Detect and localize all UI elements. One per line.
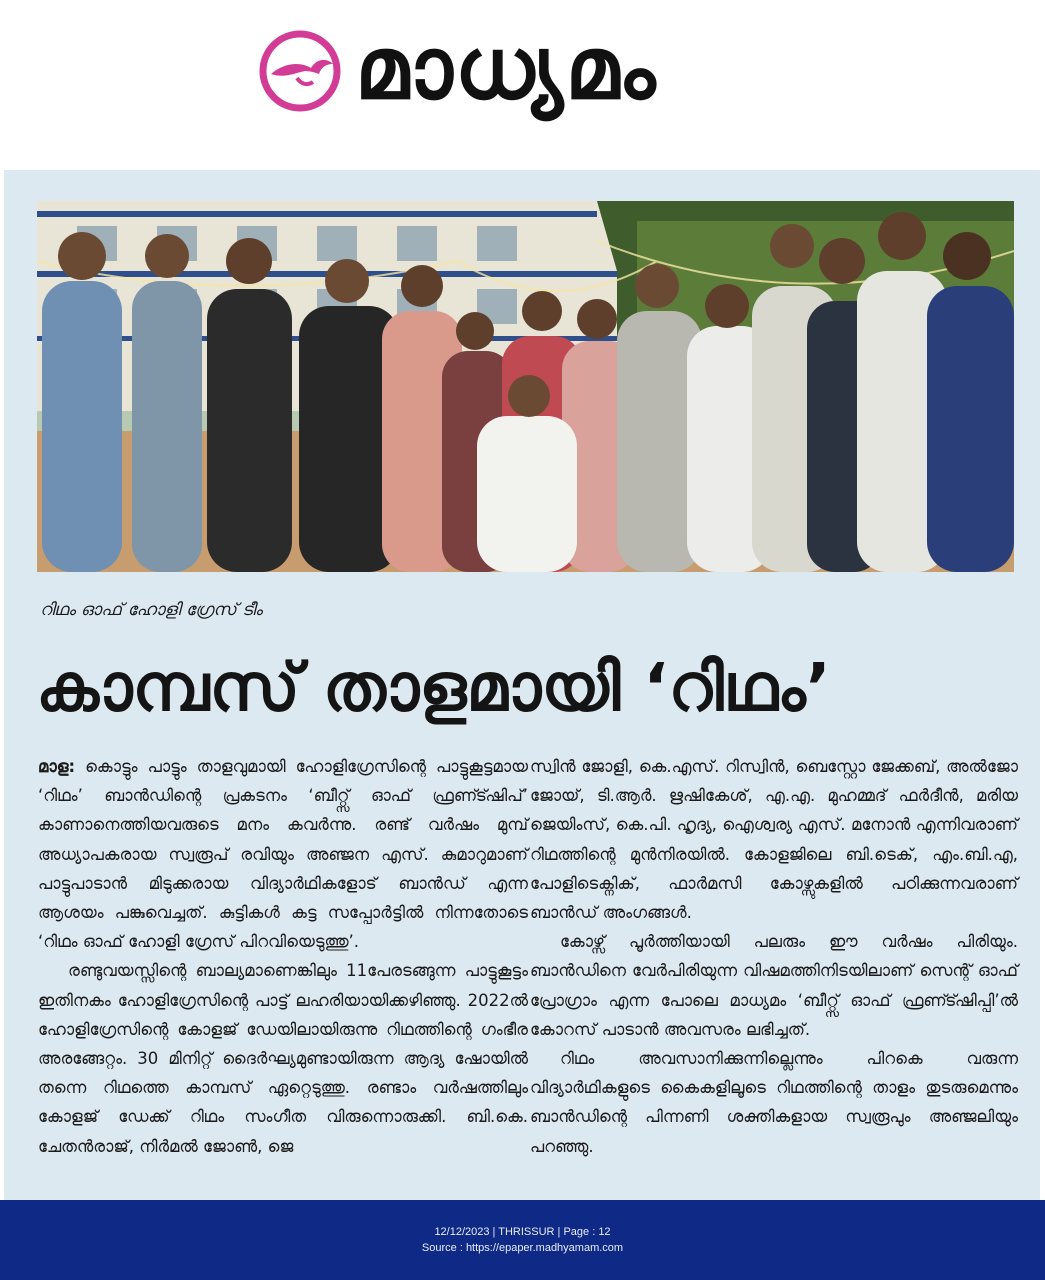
paragraph-1-text: കൊട്ടും പാട്ടും താളവുമായി ഹോളിഗ്രേസിന്റെ പാട്ടുകൂട്ടമായ ‘റിഥം’ ബാൻഡിന്റെ പ്രകടനം ‘ബീറ്റ്സ് ഓഫ് ഫ്രണ്ട്ഷിപ്’ കാണാനെത്തിയവരുടെ മനം കവർന്നു. രണ്ട് വർഷം മുമ്പ് അധ്യാപകരായ സ്വരൂപ് രവിയും അഞ്ജന എസ്. കുമാറുമാണ് പാട്ടുപാടാൻ മിടുക്കരായ വിദ്യാർഥികളോട് ബാൻഡ് എന്ന ആശയം പങ്കുവെച്ചത്. കുട്ടികൾ കട്ട സപ്പോർട്ടിൽ നിന്നതോടെ ‘റിഥം ഓഫ് ഹോളി ഗ്രേസ് പിറവിയെടുത്തു’. [38, 757, 528, 952]
article-headline: കാമ്പസ് താളമായി ‘റിഥം’ [36, 649, 831, 726]
article-column-right [530, 752, 1018, 1161]
group-photo-image [37, 201, 1014, 572]
article-paragraph-2-continued: സ്വിൻ ജോളി, കെ.എസ്. റിസ്വിൻ, ബെസ്റ്റോ ജേക്കബ്, അൽജോ ജോയ്, ടി.ആർ. ഋഷികേശ്, എ.എ. മുഹമ്മദ് ഫർദീൻ, മരിയ ജെയിംസ്, കെ.പി. ഹൃദ്യ, ഐശ്വര്യ എസ്. മനോൻ എന്നിവരാണ് റിഥത്തിന്റെ മുൻനിരയിൽ. കോളജിലെ ബി.ടെക്, എം.ബി.എ, പോളിടെക്നിക്, ഫാർമസി കോഴ്സുകളിൽ പഠിക്കുന്നവരാണ് ബാൻഡ് അംഗങ്ങൾ. [530, 757, 1018, 923]
epaper-footer [0, 1200, 1045, 1280]
footer-source-link[interactable]: Source : https://epaper.madhyamam.com [421, 1242, 624, 1254]
footer-date-page: 12/12/2023 | THRISSUR | Page : 12 [434, 1226, 611, 1238]
madhyamam-logo-icon [257, 28, 343, 114]
article-paragraph-2: രണ്ടുവയസ്സിന്റെ ബാല്യമാണെങ്കിലും 11പേരടങ്ങുന്ന പാട്ടുകൂട്ടം ഇതിനകം ഹോളിഗ്രേസിന്റെ പാട്ട് ലഹരിയായിക്കഴിഞ്ഞു. 2022ൽ ഹോളിഗ്രേസിന്റെ കോളജ് ഡേയിലായിരുന്നു റിഥത്തിന്റെ ഗംഭീര അരങ്ങേറ്റം. 30 മിനിറ്റ് ദൈർഘ്യമുണ്ടായിരുന്ന ആദ്യ ഷോയിൽ തന്നെ റിഥത്തെ കാമ്പസ് ഏറ്റെടുത്തു. രണ്ടാം വർഷത്തിലും കോളജ് ഡേക്ക് റിഥം സംഗീത വിരുന്നൊരുക്കി. ബി.കെ. ചേതൻരാജ്, നിർമൽ ജോൺ, ജെ [38, 961, 528, 1156]
dateline: മാള: [38, 757, 76, 776]
photo-caption: റിഥം ഓഫ് ഹോളി ഗ്രേസ് ടീം [40, 600, 263, 620]
masthead-logo-text: മാധ്യമം [355, 19, 658, 119]
article-paragraph-3: കോഴ്സ് പൂർത്തിയായി പലരും ഈ വർഷം പിരിയും. ബാൻഡിനെ വേർപിരിയുന്ന വിഷമത്തിനിടയിലാണ് സെന്റ് ഓഫ് പ്രോഗ്രാം എന്ന പോലെ മാധ്യമം ‘ബീറ്റ്സ് ഓഫ് ഫ്രണ്ട്ഷിപ്പി’ൽ കോറസ് പാടാൻ അവസരം ലഭിച്ചത്. [530, 932, 1018, 1039]
masthead [0, 0, 1045, 170]
group-photo [37, 201, 1014, 572]
article-paragraph-4: റിഥം അവസാനിക്കുന്നില്ലെന്നും പിറകെ വരുന്ന വിദ്യാർഥികളുടെ കൈകളിലൂടെ റിഥത്തിന്റെ താളം തുടരുമെന്നും ബാൻഡിന്റെ പിന്നണി ശക്തികളായ സ്വരൂപും അഞ്ജലിയും പറഞ്ഞു. [530, 1049, 1018, 1156]
article-paragraph-1 [38, 752, 528, 956]
article-column-left [38, 752, 528, 1161]
